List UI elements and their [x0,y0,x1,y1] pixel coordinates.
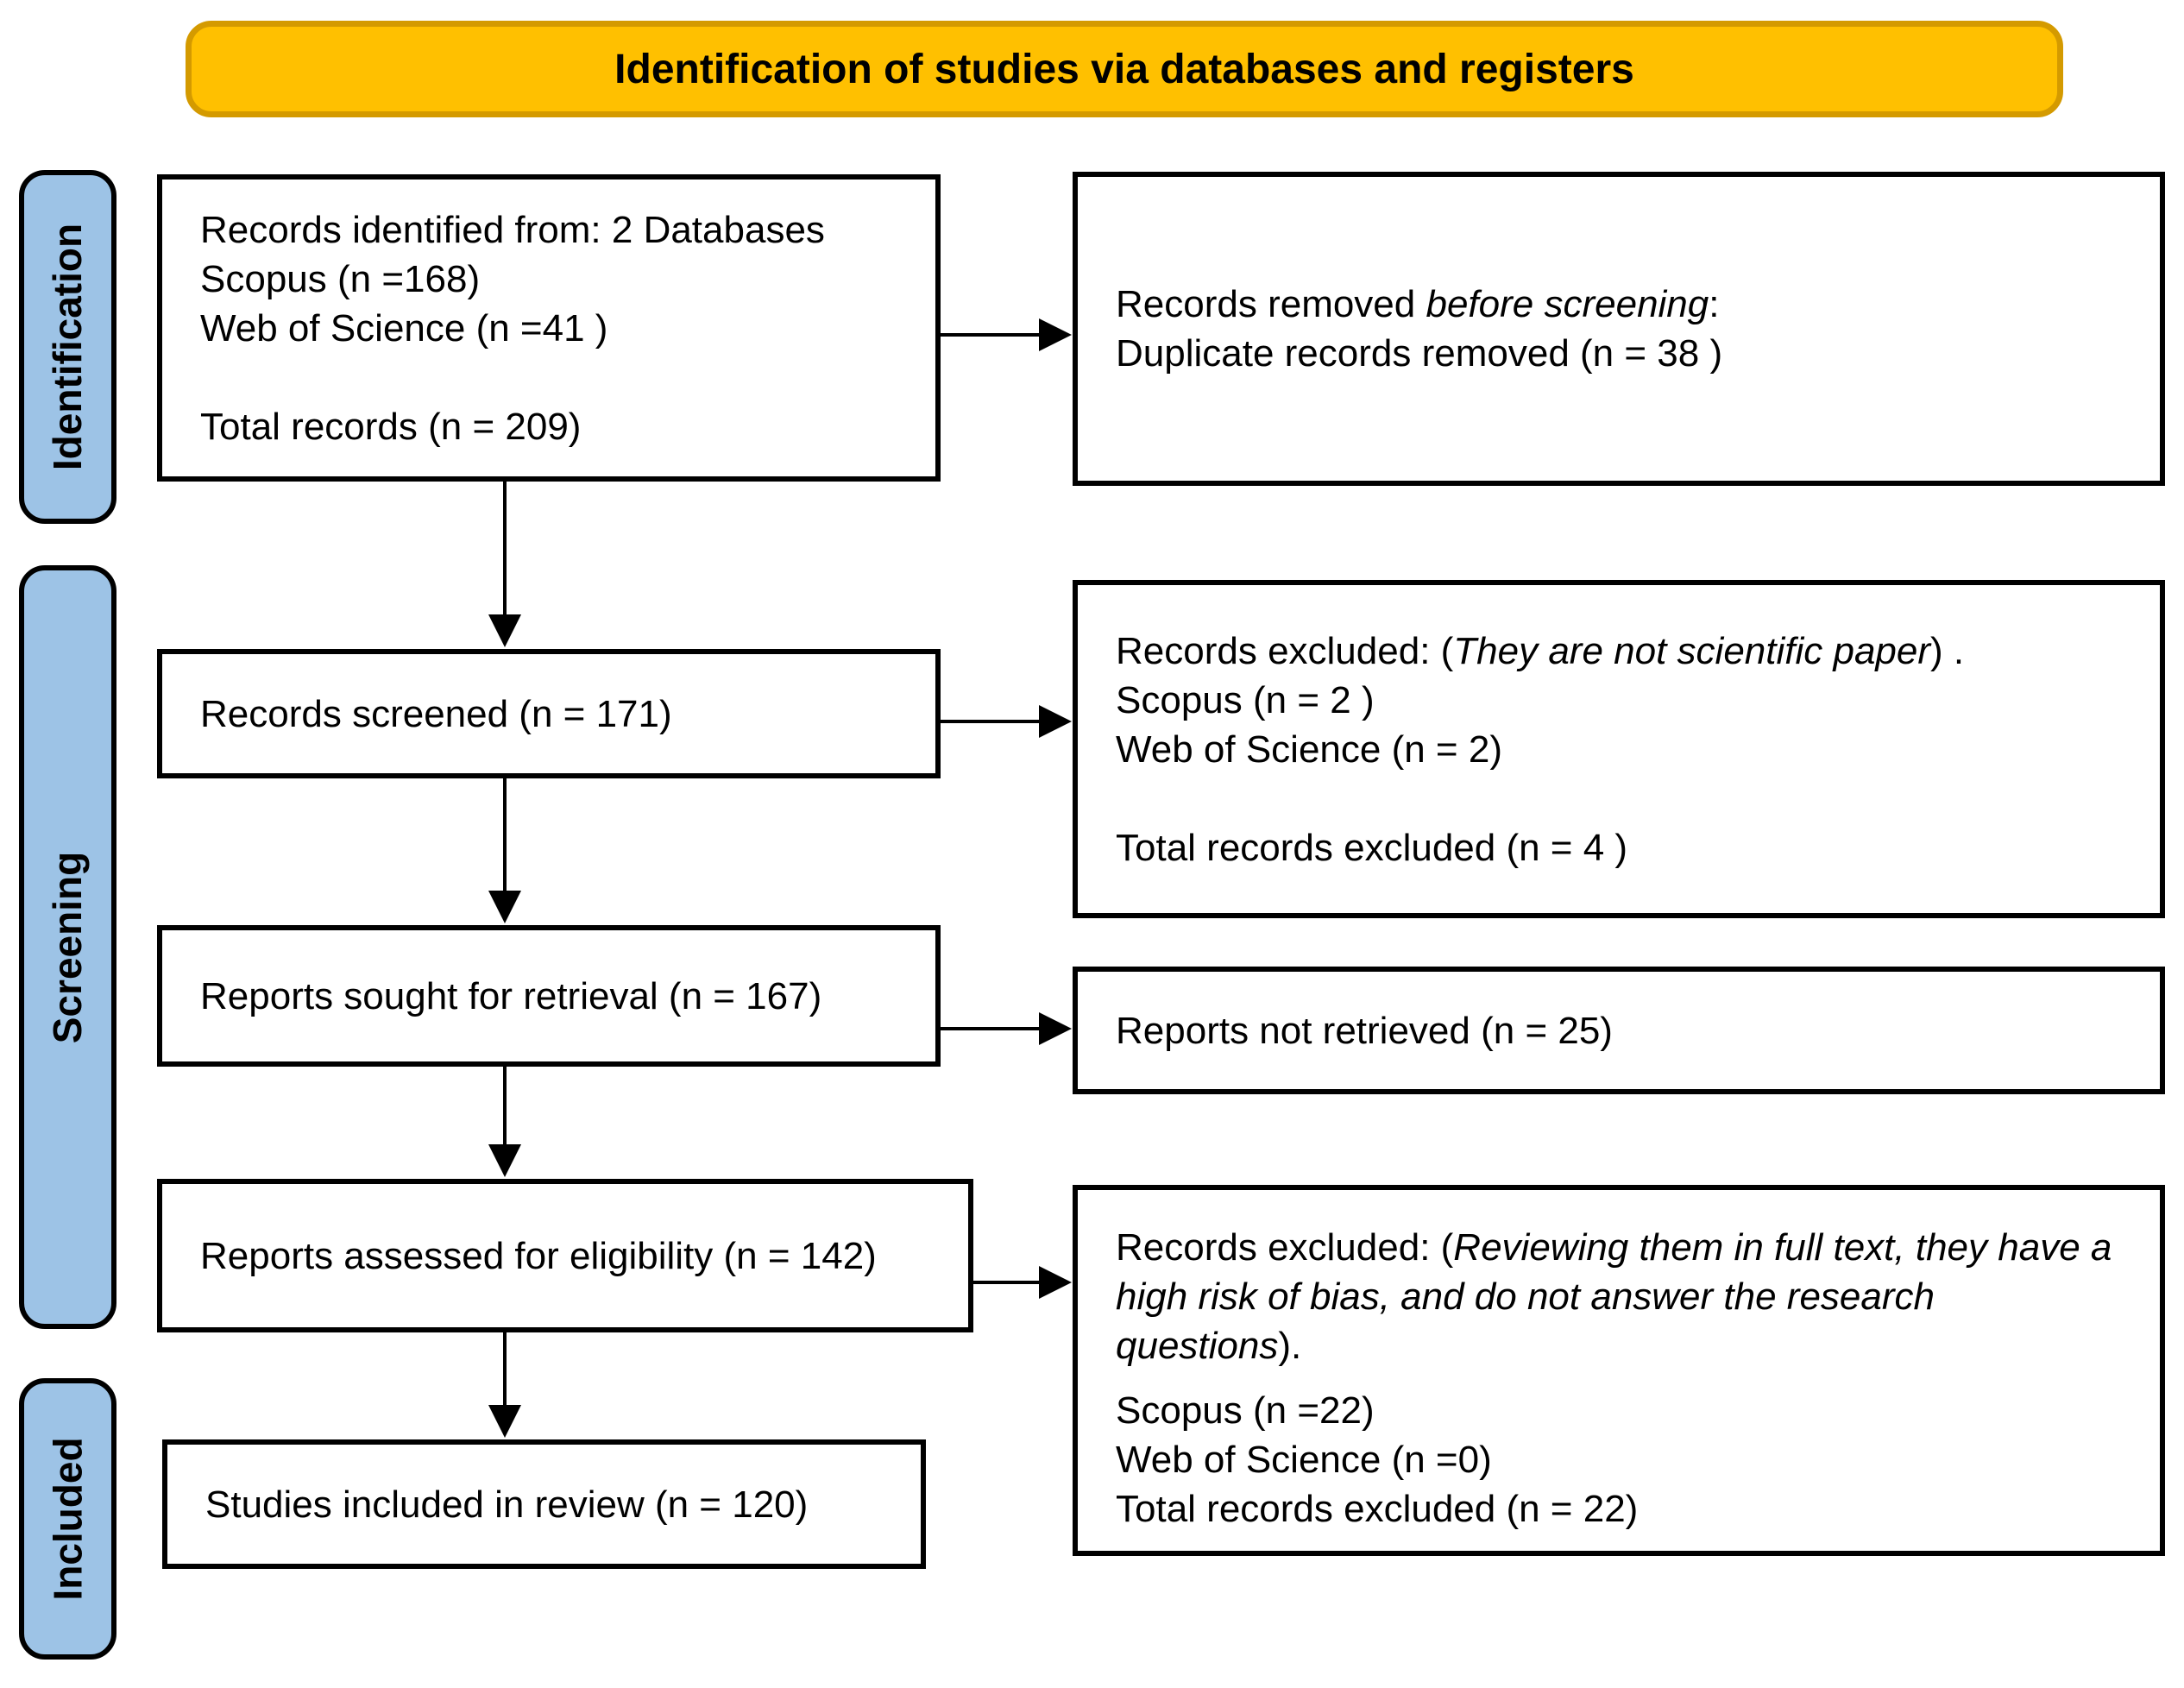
text-line: Studies included in review (n = 120) [205,1483,809,1526]
stage-label-screening [19,565,116,1329]
text-line: Scopus (n = 2 ) [1116,678,1375,721]
text-line: Total records excluded (n = 4 ) [1116,826,1628,869]
text-line: Records removed before screening: [1116,283,1720,325]
box-records-identified [157,174,941,482]
arrow-right-assessed-to-excluded-icon [973,1266,1072,1299]
text-line: Records excluded: (Reviewing them in full text, they have a high risk of bias, and do not answer the research questions). [1116,1226,2112,1367]
text-line: Total records excluded (n = 22) [1116,1488,1639,1530]
arrow-down-sought-to-assessed-icon [488,1067,521,1177]
text-line: Reports sought for retrieval (n = 167) [200,974,822,1017]
arrow-down-identified-to-screened-icon [488,482,521,647]
text-line: Web of Science (n =41 ) [200,306,608,350]
text-line: Records excluded: (They are not scientific paper) . [1116,629,1965,672]
text-line: Web of Science (n =0) [1116,1439,1492,1481]
text-line: Scopus (n =22) [1116,1389,1375,1432]
arrow-down-assessed-to-included-icon [488,1332,521,1438]
box-records-removed-before-screening [1073,172,2165,486]
text-line: Records identified from: 2 Databases [200,208,825,251]
arrow-right-screened-to-excluded-icon [941,705,1072,738]
box-reports-sought-for-retrieval [157,925,941,1067]
text-line [200,353,901,402]
box-reports-assessed-for-eligibility [157,1179,973,1332]
banner [186,21,2063,117]
text-line: Records screened (n = 171) [200,692,672,735]
box-studies-included-in-review [162,1439,926,1569]
banner-title: Identification of studies via databases and registers [614,46,1634,92]
box-reports-not-retrieved [1073,967,2165,1094]
text-line: Reports not retrieved (n = 25) [1116,1009,1613,1052]
stage-label-identification [19,170,116,524]
arrow-right-sought-to-not-retrieved-icon [941,1012,1072,1045]
text-line [1116,1337,2125,1386]
stage-label-included [19,1378,116,1660]
stage-label-included-text: Included [45,1437,91,1601]
arrow-right-identified-to-removed-icon [941,318,1072,351]
text-line: Duplicate records removed (n = 38 ) [1116,332,1723,375]
stage-label-screening-text: Screening [45,851,91,1043]
text-line: Total records (n = 209) [200,405,582,448]
text-line: Web of Science (n = 2) [1116,727,1502,771]
stage-label-identification-text: Identification [45,223,91,471]
text-line: Reports assessed for eligibility (n = 142) [200,1234,877,1277]
text-line [1116,774,2125,823]
box-records-excluded-screening [1073,580,2165,918]
box-records-excluded-eligibility [1073,1185,2165,1556]
text-line: Scopus (n =168) [200,257,481,300]
arrow-down-screened-to-sought-icon [488,778,521,923]
box-records-screened [157,649,941,778]
